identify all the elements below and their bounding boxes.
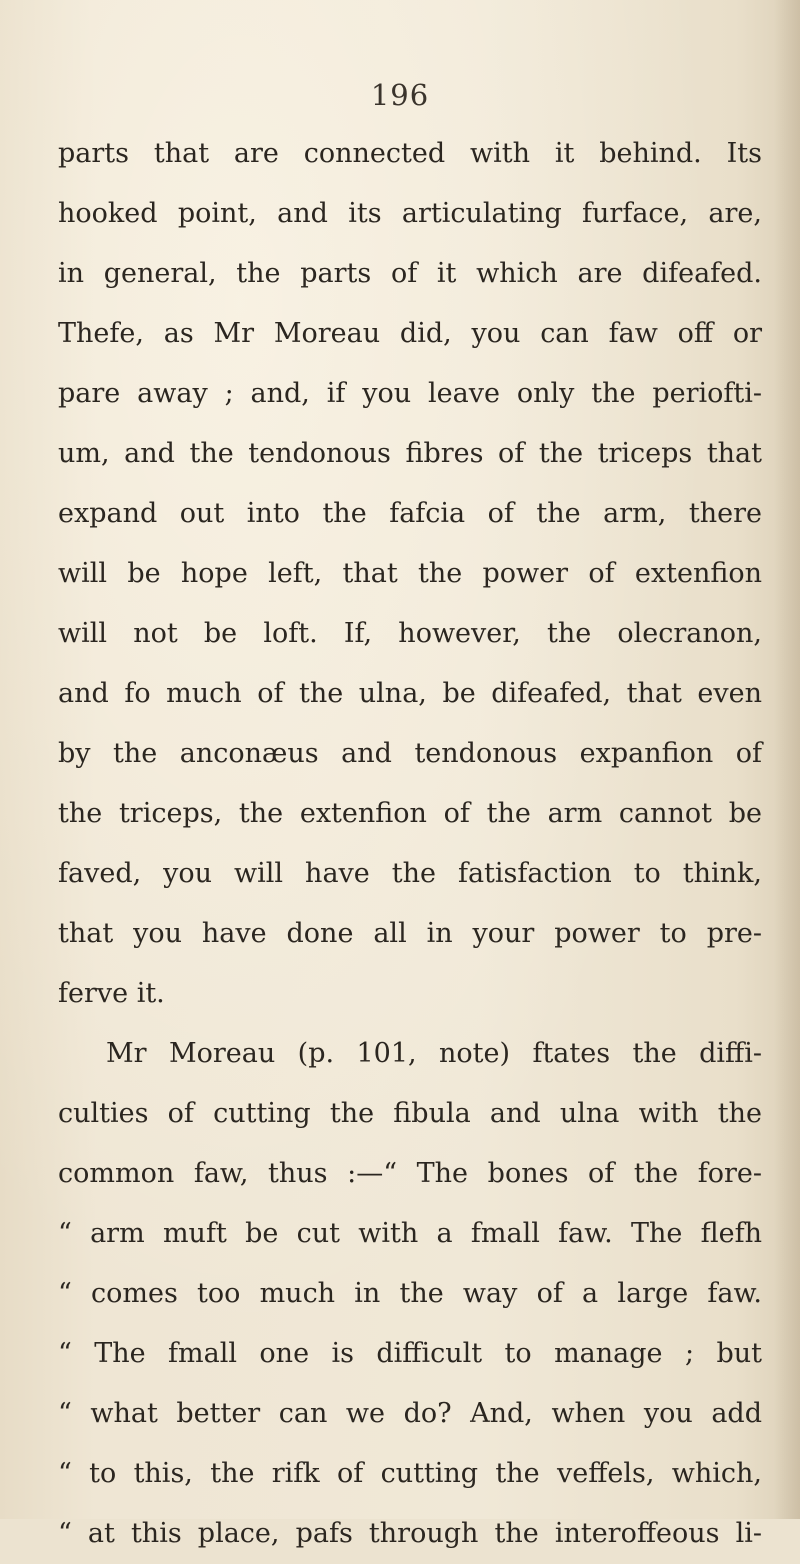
quoted-line: “ comes too much in the way of a large faw. bbox=[58, 1278, 762, 1309]
text-line: and fo much of the ulna, be difeafed, that even bbox=[58, 678, 762, 709]
text-line: Thefe, as Mr Moreau did, you can faw off or bbox=[58, 318, 762, 349]
body-text bbox=[0, 124, 800, 1564]
quoted-line: “ arm muft be cut with a fmall faw. The flefh bbox=[58, 1218, 762, 1249]
text-line: will not be loft. If, however, the olecranon, bbox=[58, 618, 762, 649]
text-line: by the anconæus and tendonous expanfion of bbox=[58, 738, 762, 769]
text-line: hooked point, and its articulating furface, are, bbox=[58, 198, 762, 229]
page-number: 196 bbox=[370, 78, 430, 112]
text-line: that you have done all in your power to pre- bbox=[58, 918, 762, 949]
quoted-line: “ The fmall one is difficult to manage ; but bbox=[58, 1338, 762, 1369]
quoted-line: “ at this place, pafs through the interoffeous li- bbox=[58, 1518, 762, 1549]
text-line: common faw, thus :—“ The bones of the fore- bbox=[58, 1158, 762, 1189]
text-line: pare away ; and, if you leave only the periofti- bbox=[58, 378, 762, 409]
text-line: faved, you will have the fatisfaction to think, bbox=[58, 858, 762, 889]
text-line: in general, the parts of it which are difeafed. bbox=[58, 258, 762, 289]
text-line: parts that are connected with it behind. Its bbox=[58, 138, 762, 169]
text-line: the triceps, the extenfion of the arm cannot be bbox=[58, 798, 762, 829]
text-line: will be hope left, that the power of extenfion bbox=[58, 558, 762, 589]
paragraph-first-line: Mr Moreau (p. 101, note) ftates the diffi- bbox=[106, 1038, 762, 1069]
text-line: culties of cutting the fibula and ulna with the bbox=[58, 1098, 762, 1129]
text-line: um, and the tendonous fibres of the triceps that bbox=[58, 438, 762, 469]
quoted-line: “ to this, the rifk of cutting the veffels, which, bbox=[58, 1458, 762, 1489]
text-line: expand out into the fafcia of the arm, there bbox=[58, 498, 762, 529]
quoted-line: “ what better can we do? And, when you add bbox=[58, 1398, 762, 1429]
paragraph-last-line: ferve it. bbox=[58, 978, 165, 1009]
